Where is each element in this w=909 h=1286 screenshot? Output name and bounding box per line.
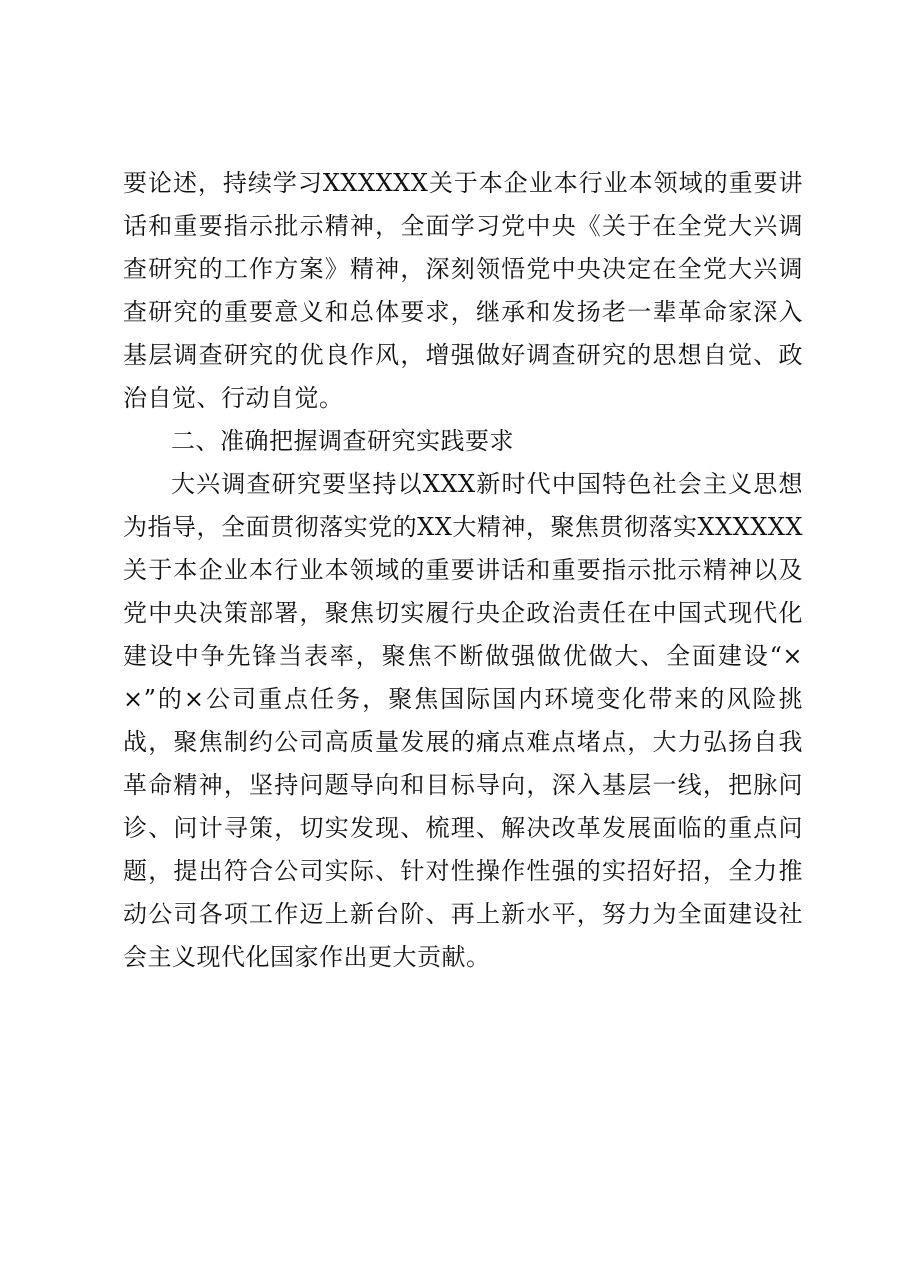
section-heading: 二、准确把握调查研究实践要求 [171, 427, 514, 455]
paragraph-continued: 要论述，持续学习XXXXXX关于本企业本行业本领域的重要讲话和重要指示批示精神，全面学习党中央《关于在全党大兴调查研究的工作方案》精神，深刻领悟党中央决定在全党大兴调查研究的重要意义和总体要求，继承和发扬老一辈革命家深入基层调查研究的优良作风，增强做好调查研究的思想自觉、政治自觉、行动自觉。 [123, 169, 803, 412]
paragraph-body: 大兴调查研究要坚持以XXX新时代中国特色社会主义思想为指导，全面贯彻落实党的XX大精神，聚焦贯彻落实XXXXXX关于本企业本行业本领域的重要讲话和重要指示批示精神以及党中央决策部署，聚焦切实履行央企政治责任在中国式现代化建设中争先锋当表率，聚焦不断做强做优做大、全面建设“××”的×公司重点任务，聚焦国际国内环境变化带来的风险挑战，聚焦制约公司高质量发展的痛点难点堵点，大力弘扬自我革命精神，坚持问题导向和目标导向，深入基层一线，把脉问诊、问计寻策，切实发现、梳理、解决改革发展面临的重点问题，提出符合公司实际、针对性操作性强的实招好招，全力推动公司各项工作迈上新台阶、再上新水平，努力为全面建设社会主义现代化国家作出更大贡献。 [123, 470, 803, 971]
document-body [123, 162, 803, 979]
